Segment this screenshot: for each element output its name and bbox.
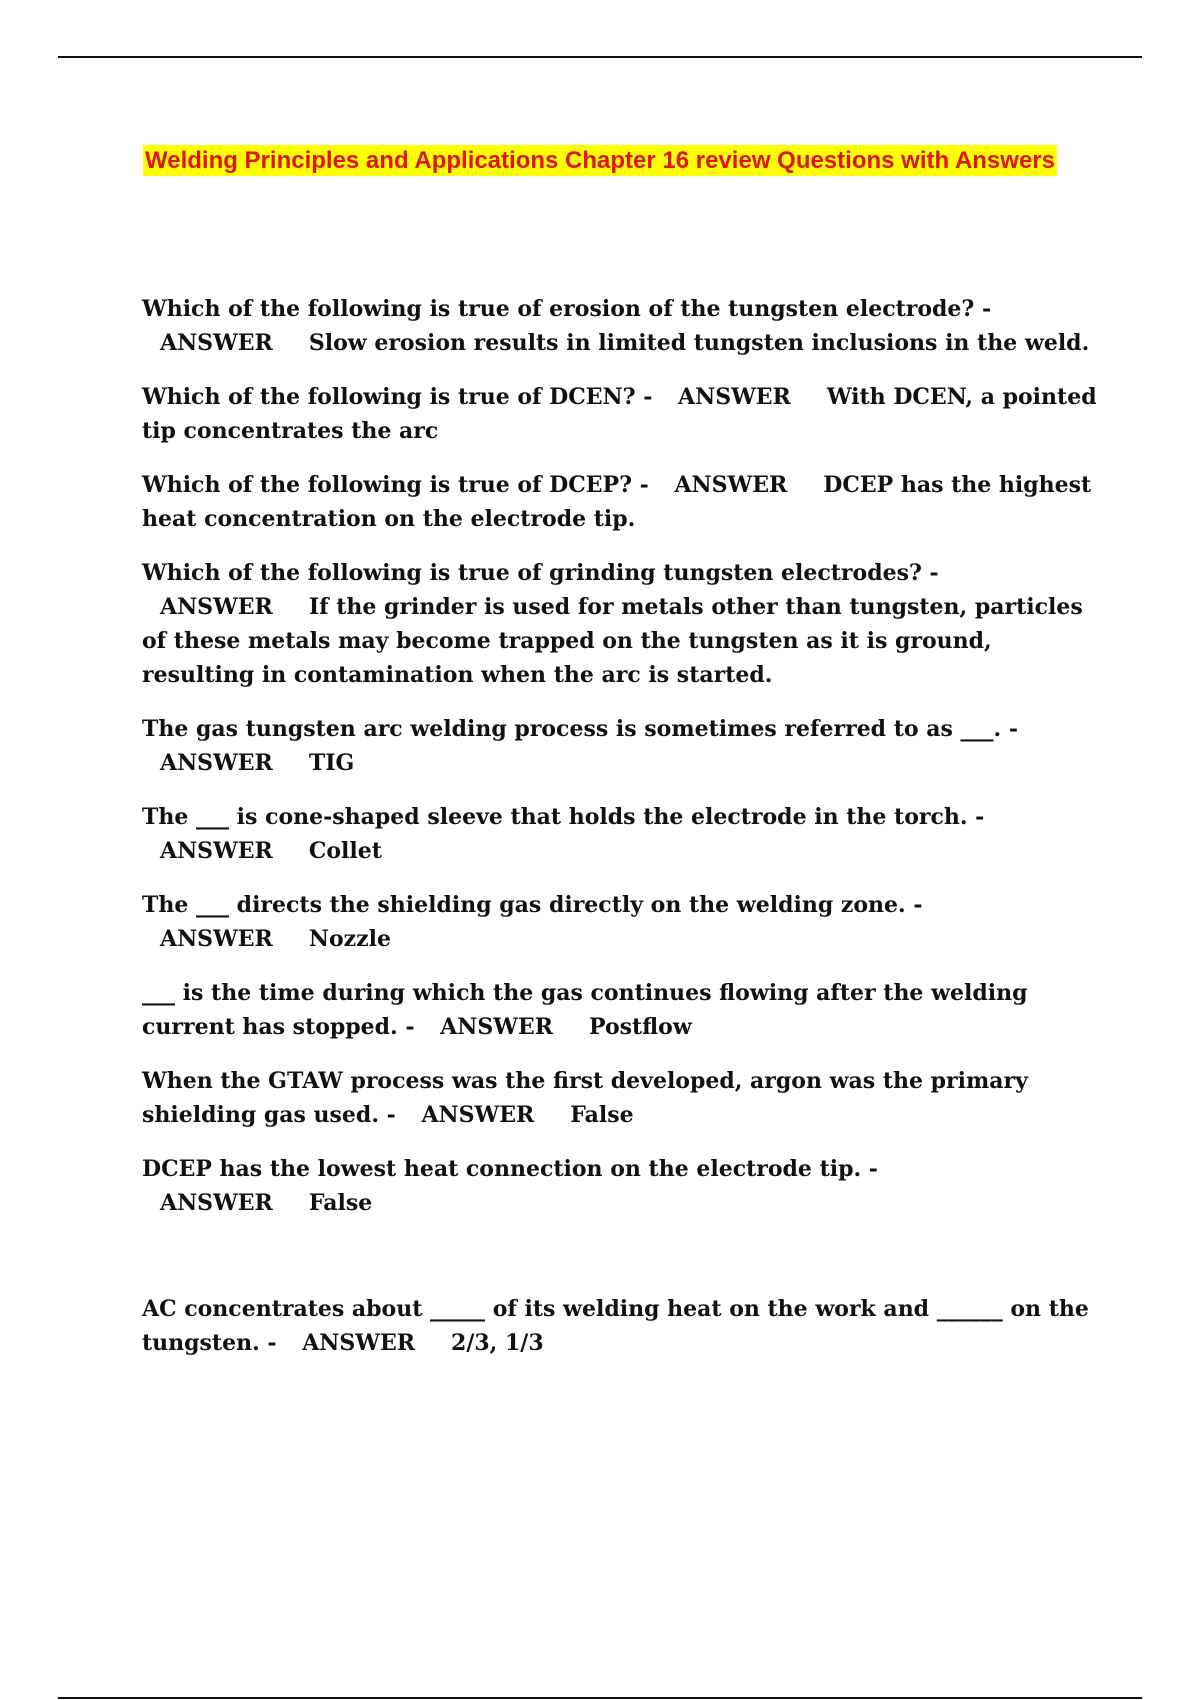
answer-text: Nozzle	[308, 926, 391, 952]
qa-item	[142, 468, 1097, 536]
answer-label: ANSWER	[440, 1014, 553, 1040]
answer-text: Postflow	[589, 1014, 692, 1040]
question-text: Which of the following is true of grinding tungsten electrodes? -	[142, 560, 939, 586]
answer-label: ANSWER	[160, 330, 273, 356]
question-text: Which of the following is true of DCEN? -	[142, 384, 653, 410]
answer-text: If the grinder is used for metals other than tungsten, particles of these metals may become trapped on the tungsten as it is ground, resulting in contamination when the arc is started.	[142, 594, 1083, 688]
document-title	[100, 142, 1100, 180]
answer-text: TIG	[308, 750, 355, 776]
bottom-divider	[58, 1697, 1142, 1699]
question-text: DCEP has the lowest heat connection on the electrode tip. -	[142, 1156, 878, 1182]
question-text: When the GTAW process was the first developed, argon was the primary shielding gas used. -	[142, 1068, 1028, 1128]
question-text: The gas tungsten arc welding process is sometimes referred to as ___. -	[142, 716, 1018, 742]
question-text: The ___ directs the shielding gas directly on the welding zone. -	[142, 892, 923, 918]
answer-label: ANSWER	[160, 926, 273, 952]
answer-label: ANSWER	[302, 1330, 416, 1356]
qa-item	[142, 292, 1097, 360]
qa-item	[142, 380, 1097, 448]
qa-item	[142, 800, 1097, 868]
qa-item	[142, 712, 1097, 780]
qa-list	[142, 292, 1097, 1380]
question-text: ___ is the time during which the gas continues flowing after the welding current has stopped. -	[142, 980, 1028, 1040]
qa-item	[142, 1292, 1097, 1360]
answer-text: False	[570, 1102, 634, 1128]
answer-text: With DCEN, a pointed tip concentrates the arc	[142, 384, 1097, 444]
answer-text: DCEP has the highest heat concentration on the electrode tip.	[142, 472, 1092, 532]
qa-item	[142, 976, 1097, 1044]
qa-item	[142, 1064, 1097, 1132]
answer-text: Slow erosion results in limited tungsten inclusions in the weld.	[308, 330, 1090, 356]
answer-text: Collet	[308, 838, 382, 864]
answer-text: 2/3, 1/3	[451, 1330, 544, 1356]
answer-text: False	[308, 1190, 373, 1216]
answer-label: ANSWER	[160, 750, 273, 776]
qa-item	[142, 1152, 1097, 1220]
answer-label: ANSWER	[674, 472, 788, 498]
qa-item	[142, 556, 1097, 692]
document-title-text: Welding Principles and Applications Chapter 16 review Questions with Answers	[145, 147, 1055, 174]
question-text: Which of the following is true of DCEP? -	[142, 472, 649, 498]
question-text: Which of the following is true of erosion of the tungsten electrode? -	[142, 296, 992, 322]
answer-label: ANSWER	[678, 384, 791, 410]
question-text: AC concentrates about _____ of its welding heat on the work and ______ on the tungsten. -	[142, 1296, 1089, 1356]
question-text: The ___ is cone-shaped sleeve that holds the electrode in the torch. -	[142, 804, 985, 830]
qa-item	[142, 888, 1097, 956]
answer-label: ANSWER	[421, 1102, 535, 1128]
answer-label: ANSWER	[160, 1190, 273, 1216]
answer-label: ANSWER	[160, 594, 273, 620]
answer-label: ANSWER	[160, 838, 273, 864]
top-divider	[58, 56, 1142, 58]
